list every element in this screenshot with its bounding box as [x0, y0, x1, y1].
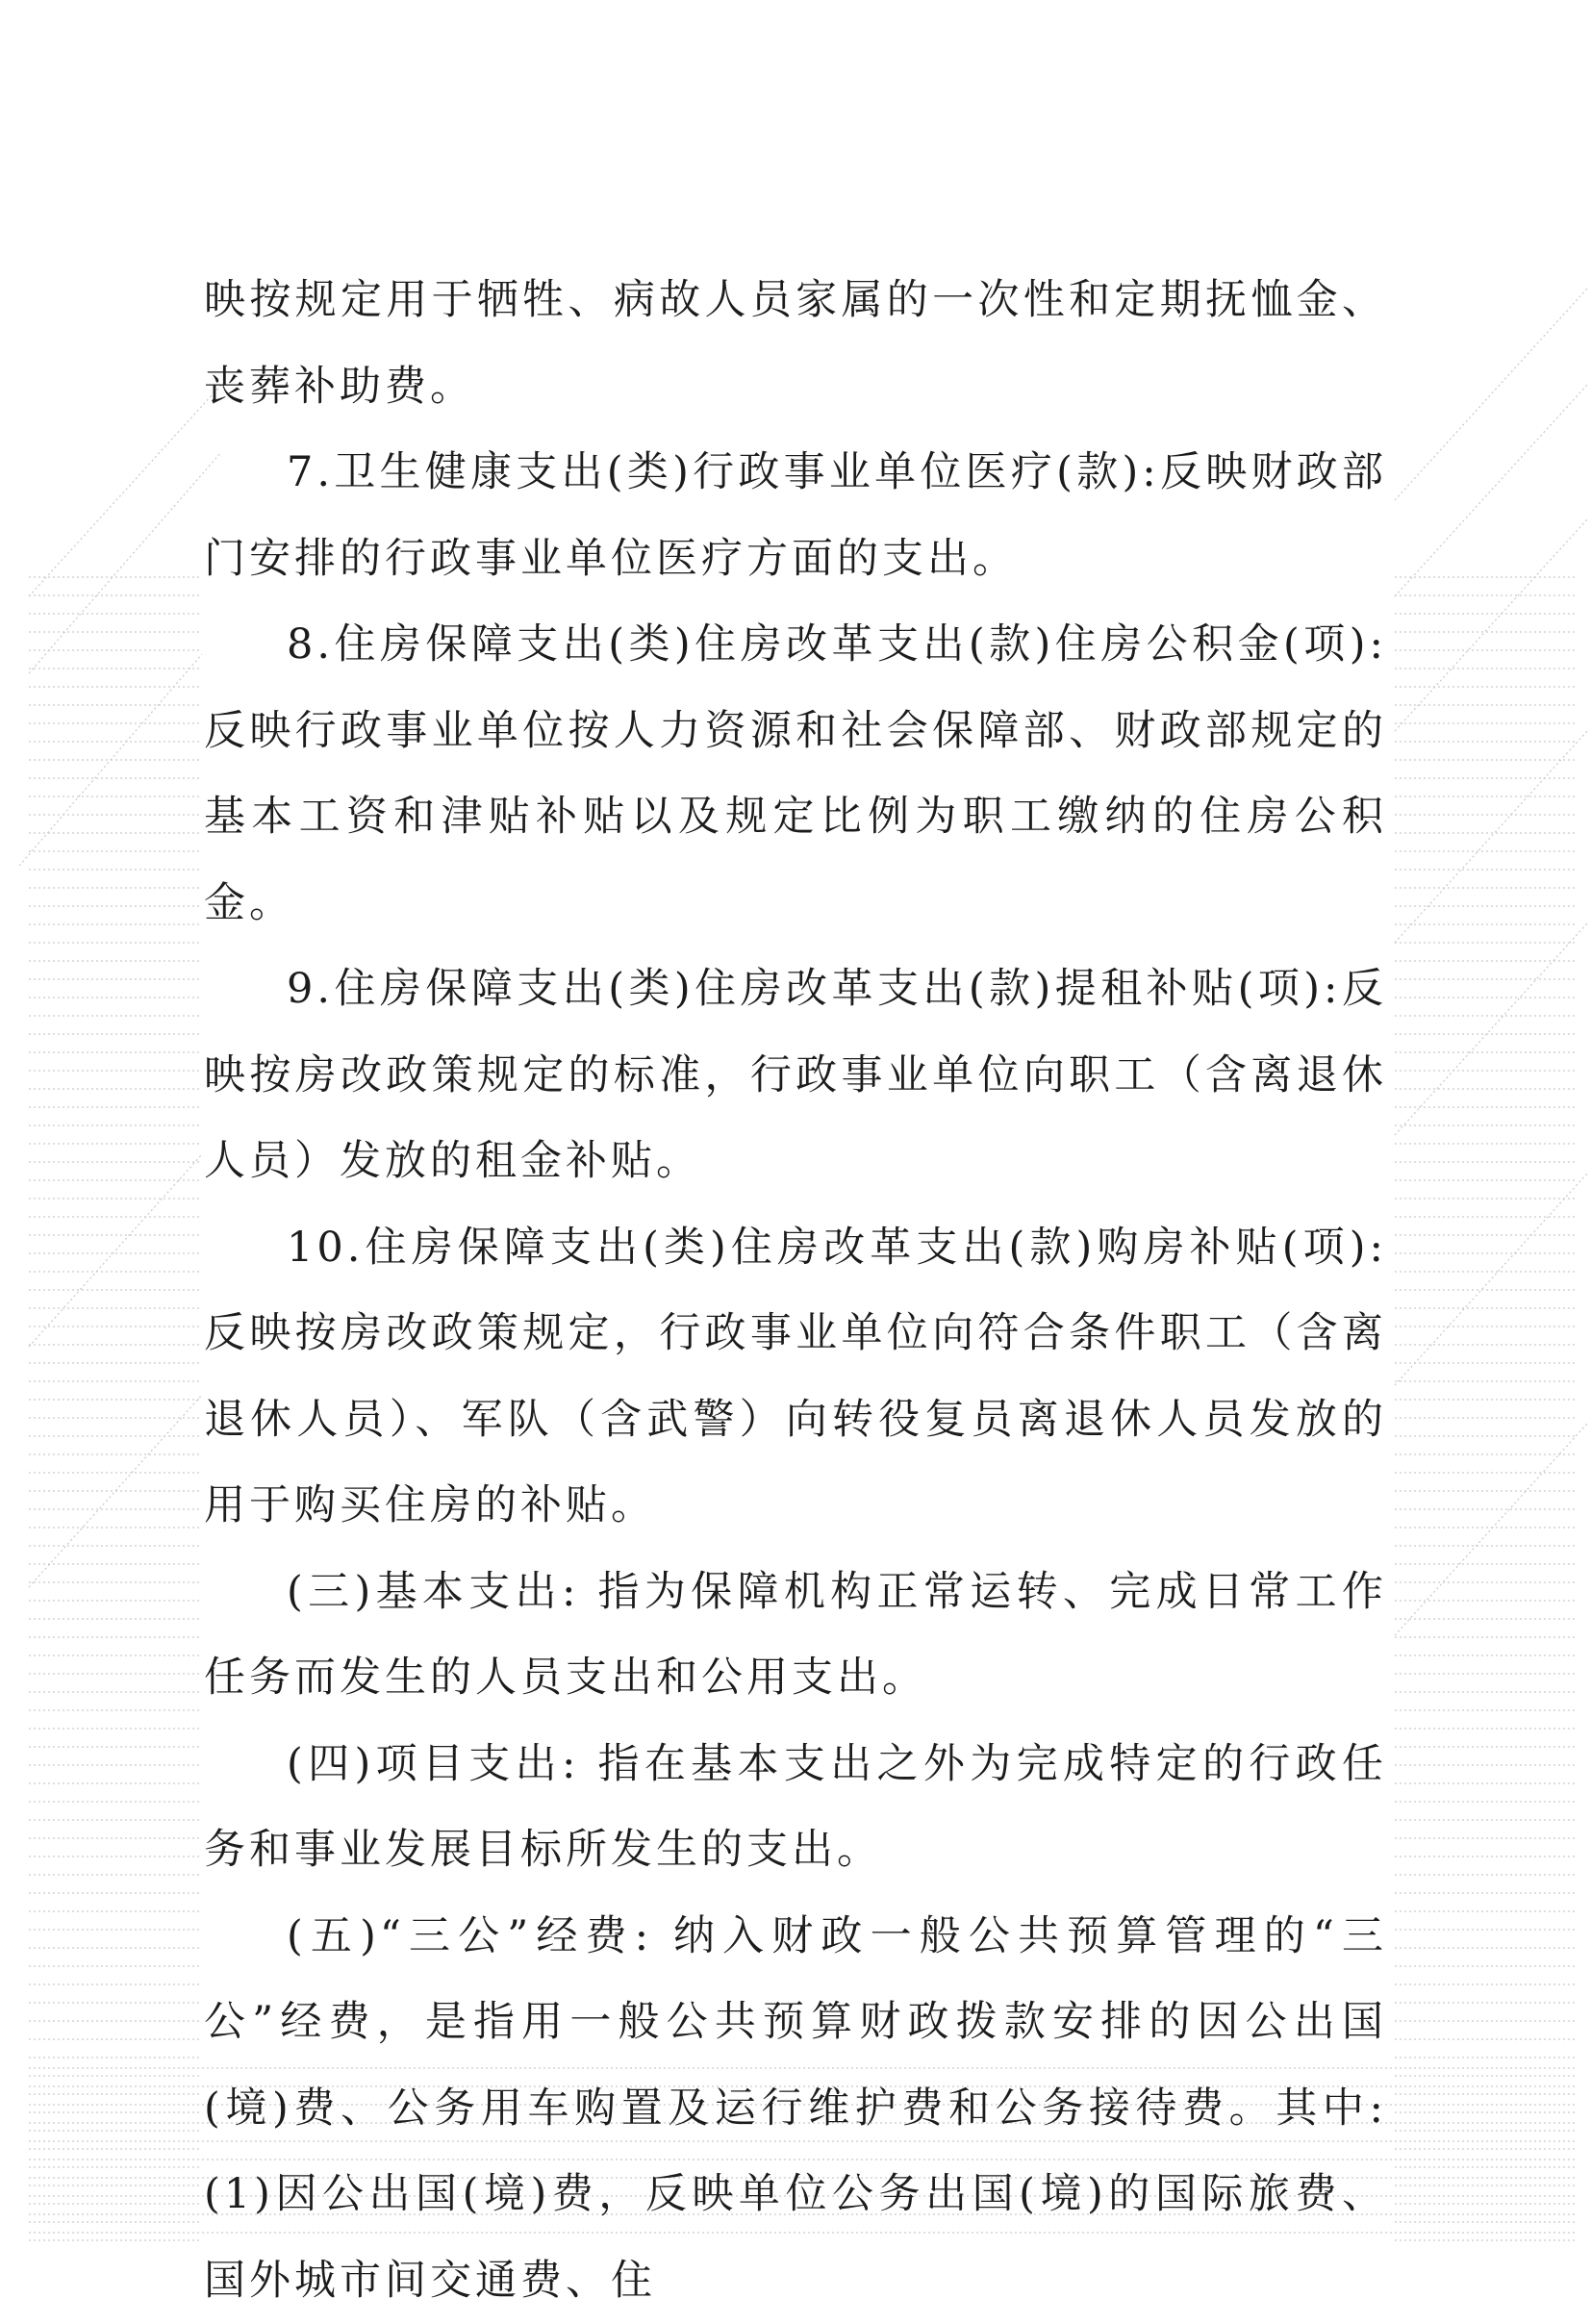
paragraph-project-expenditure: (四)项目支出: 指在基本支出之外为完成特定的行政任务和事业发展目标所发生的支出。 — [204, 1722, 1387, 1894]
paragraph-item-8: 8.住房保障支出(类)住房改革支出(款)住房公积金(项):反映行政事业单位按人力资源和社会保障部、财政部规定的基本工资和津贴补贴以及规定比例为职工缴纳的住房公积金。 — [204, 602, 1387, 947]
paragraph-death-benefits: 映按规定用于牺牲、病故人员家属的一次性和定期抚恤金、丧葬补助费。 — [204, 258, 1387, 430]
document-body — [204, 258, 1387, 2324]
paragraph-three-public-expenses: (五)“三公”经费: 纳入财政一般公共预算管理的“三公”经费，是指用一般公共预算财政拨款安排的因公出国(境)费、公务用车购置及运行维护费和公务接待费。其中: (1)因公出国(境)费，反映单位公务出国(境)的国际旅费、国外城市间交通费、住 — [204, 1894, 1387, 2324]
paragraph-item-10: 10.住房保障支出(类)住房改革支出(款)购房补贴(项): 反映按房改政策规定，行政事业单位向符合条件职工（含离退休人员）、军队（含武警）向转役复员离退休人员发放的用于购买住房的补贴。 — [204, 1205, 1387, 1550]
paragraph-item-9: 9.住房保障支出(类)住房改革支出(款)提租补贴(项):反映按房改政策规定的标准，行政事业单位向职工（含离退休人员）发放的租金补贴。 — [204, 947, 1387, 1205]
paragraph-item-7: 7.卫生健康支出(类)行政事业单位医疗(款):反映财政部门安排的行政事业单位医疗方面的支出。 — [204, 430, 1387, 602]
paragraph-basic-expenditure: (三)基本支出: 指为保障机构正常运转、完成日常工作任务而发生的人员支出和公用支出。 — [204, 1550, 1387, 1722]
